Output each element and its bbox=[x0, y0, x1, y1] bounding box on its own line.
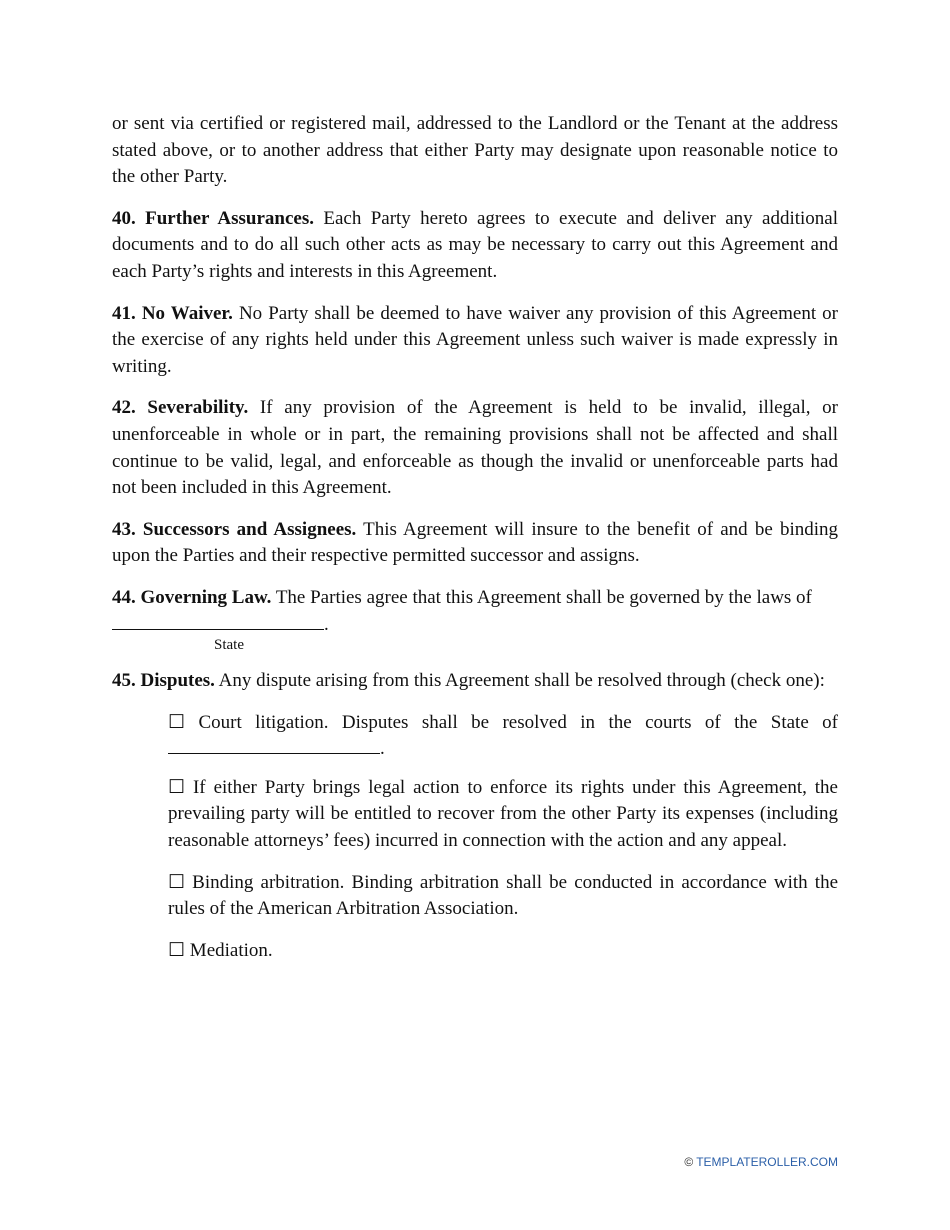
state-blank-label: State bbox=[214, 637, 244, 654]
footer-watermark bbox=[684, 1155, 838, 1169]
option-binding-arbitration bbox=[168, 870, 838, 923]
section-44-text: The Parties agree that this Agreement shall be governed by the laws of bbox=[275, 586, 812, 608]
dispute-options bbox=[168, 710, 838, 965]
option-mediation bbox=[168, 938, 838, 965]
option-court-litigation-blank-end: . bbox=[380, 738, 385, 760]
footer-brand-link[interactable]: TEMPLATEROLLER.COM bbox=[696, 1155, 838, 1169]
section-44 bbox=[112, 585, 838, 638]
checkbox-court-litigation[interactable]: ☐ bbox=[168, 711, 186, 733]
section-45-text: Any dispute arising from this Agreement shall be resolved through (check one): bbox=[218, 670, 825, 692]
section-44-heading: 44. Governing Law. bbox=[112, 586, 272, 608]
option-binding-arbitration-text: Binding arbitration. Binding arbitration shall be conducted in accordance with the rules of the American Arbitration Association. bbox=[168, 871, 838, 920]
section-43-heading: 43. Successors and Assignees. bbox=[112, 518, 357, 540]
checkbox-attorneys-fees[interactable]: ☐ bbox=[168, 776, 186, 798]
section-43-text: This Agreement will insure to the benefit of and be binding upon the Parties and their respective permitted successor and assigns. bbox=[112, 518, 838, 567]
option-attorneys-fees-text: If either Party brings legal action to enforce its rights under this Agreement, the prevailing party will be entitled to recover from the other Party its expenses (including reasonable attorneys’ fees) incurred in connection with the action and any appeal. bbox=[168, 776, 838, 852]
court-state-blank[interactable] bbox=[168, 736, 380, 754]
section-41-text: No Party shall be deemed to have waiver any provision of this Agreement or the exercise of any rights held under this Agreement unless such waiver is made expressly in writing. bbox=[112, 302, 838, 377]
intro-continuation: or sent via certified or registered mail, addressed to the Landlord or the Tenant at the address stated above, or to another address that either Party may designate upon reasonable notice to the other Party. bbox=[112, 113, 838, 188]
document-body bbox=[112, 111, 838, 979]
section-40-text: Each Party hereto agrees to execute and deliver any additional documents and to do all such other acts as may be necessary to carry out this Agreement and each Party’s rights and interests in this Agreement. bbox=[112, 207, 838, 282]
section-42-heading: 42. Severability. bbox=[112, 397, 249, 419]
option-attorneys-fees bbox=[168, 775, 838, 855]
section-41 bbox=[112, 301, 838, 381]
section-45 bbox=[112, 668, 838, 695]
option-court-litigation bbox=[168, 710, 838, 763]
checkbox-mediation[interactable]: ☐ bbox=[168, 939, 186, 961]
copyright-icon: © bbox=[684, 1155, 694, 1169]
section-42 bbox=[112, 395, 838, 501]
section-45-heading: 45. Disputes. bbox=[112, 670, 215, 692]
section-40 bbox=[112, 206, 838, 286]
section-40-heading: 40. Further Assurances. bbox=[112, 207, 315, 229]
section-41-heading: 41. No Waiver. bbox=[112, 302, 233, 324]
option-mediation-text: Mediation. bbox=[189, 939, 273, 961]
option-court-litigation-text: Court litigation. Disputes shall be resolved in the courts of the State of bbox=[198, 711, 839, 733]
section-42-text: If any provision of the Agreement is held to be invalid, illegal, or unenforceable in whole or in part, the remaining provisions shall not be affected and shall continue to be valid, legal, and enforceable as though the invalid or unenforceable parts had not been included in this Agreement. bbox=[112, 397, 839, 499]
section-43 bbox=[112, 517, 838, 570]
state-blank[interactable] bbox=[112, 612, 324, 630]
checkbox-binding-arbitration[interactable]: ☐ bbox=[168, 871, 186, 893]
section-44-blank-end: . bbox=[324, 613, 329, 635]
